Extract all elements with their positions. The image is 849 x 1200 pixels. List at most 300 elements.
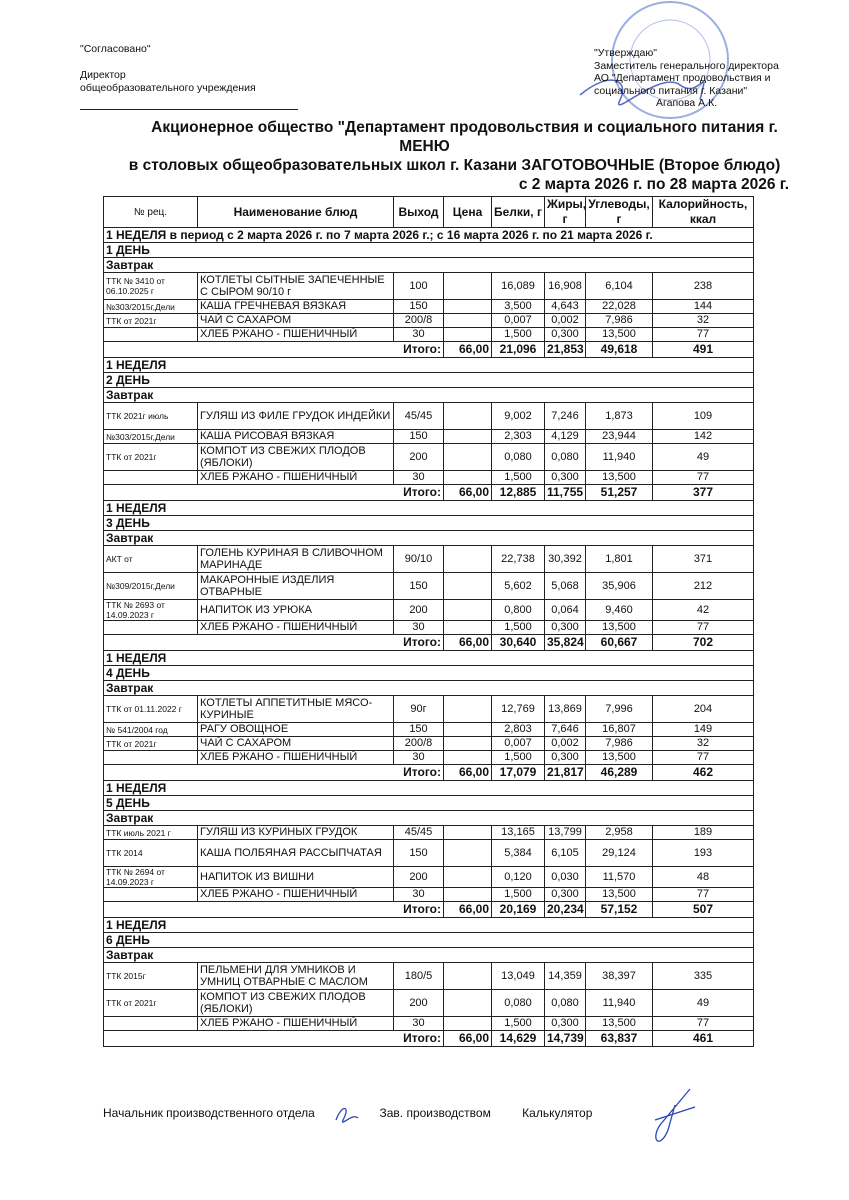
output: 30: [394, 471, 444, 485]
institution-label: общеобразовательного учреждения: [80, 82, 256, 94]
total-label: Итого:: [104, 342, 444, 358]
price: [444, 867, 492, 888]
period-row: [104, 228, 754, 243]
price: [444, 273, 492, 300]
output: 200: [394, 444, 444, 471]
meal-label: Завтрак: [104, 948, 754, 963]
calories: 142: [653, 430, 754, 444]
total-label: Итого:: [104, 485, 444, 501]
dish-name: ГОЛЕНЬ КУРИНАЯ В СЛИВОЧНОМ МАРИНАДЕ: [198, 546, 394, 573]
total-row: [104, 765, 754, 781]
dish-name: МАКАРОННЫЕ ИЗДЕЛИЯ ОТВАРНЫЕ: [198, 573, 394, 600]
dish-name: КОТЛЕТЫ СЫТНЫЕ ЗАПЕЧЕННЫЕ С СЫРОМ 90/10 г: [198, 273, 394, 300]
price: [444, 573, 492, 600]
total-calories: 507: [653, 902, 754, 918]
meal-row: [104, 811, 754, 826]
carbs: 29,124: [586, 840, 653, 867]
output: 150: [394, 723, 444, 737]
total-price: 66,00: [444, 485, 492, 501]
calories: 48: [653, 867, 754, 888]
agreed-label: "Согласовано": [80, 43, 151, 55]
dish-name: НАПИТОК ИЗ ВИШНИ: [198, 867, 394, 888]
calories: 77: [653, 1017, 754, 1031]
total-row: [104, 485, 754, 501]
output: 30: [394, 621, 444, 635]
fat: 0,300: [545, 471, 586, 485]
header-row: [104, 197, 754, 228]
total-label: Итого:: [104, 635, 444, 651]
table-row: [104, 963, 754, 990]
price: [444, 430, 492, 444]
price: [444, 751, 492, 765]
day-label: 2 ДЕНЬ: [104, 373, 754, 388]
total-fat: 35,824: [545, 635, 586, 651]
table-row: [104, 826, 754, 840]
total-price: 66,00: [444, 635, 492, 651]
calories: 42: [653, 600, 754, 621]
meal-label: Завтрак: [104, 388, 754, 403]
fat: 0,300: [545, 1017, 586, 1031]
meal-label: Завтрак: [104, 531, 754, 546]
carbs: 1,873: [586, 403, 653, 430]
total-protein: 30,640: [492, 635, 545, 651]
carbs: 13,500: [586, 471, 653, 485]
table-row: [104, 444, 754, 471]
total-carbs: 51,257: [586, 485, 653, 501]
protein: 1,500: [492, 888, 545, 902]
calories: 212: [653, 573, 754, 600]
carbs: 7,986: [586, 737, 653, 751]
dish-name: ХЛЕБ РЖАНО - ПШЕНИЧНЫЙ: [198, 888, 394, 902]
price: [444, 300, 492, 314]
output: 45/45: [394, 826, 444, 840]
dish-name: ГУЛЯШ ИЗ ФИЛЕ ГРУДОК ИНДЕЙКИ: [198, 403, 394, 430]
protein: 0,800: [492, 600, 545, 621]
table-row: [104, 546, 754, 573]
dish-name: ХЛЕБ РЖАНО - ПШЕНИЧНЫЙ: [198, 1017, 394, 1031]
output: 150: [394, 840, 444, 867]
calories: 32: [653, 314, 754, 328]
dish-name: ХЛЕБ РЖАНО - ПШЕНИЧНЫЙ: [198, 751, 394, 765]
recipe-code: ТТК 2014: [104, 840, 198, 867]
recipe-code: ТТК 2021г июль: [104, 403, 198, 430]
recipe-code: ТТК № 2693 от 14.09.2023 г: [104, 600, 198, 621]
fat: 14,359: [545, 963, 586, 990]
total-calories: 462: [653, 765, 754, 781]
total-carbs: 57,152: [586, 902, 653, 918]
table-row: [104, 888, 754, 902]
carbs: 11,570: [586, 867, 653, 888]
menu-title: МЕНЮ: [399, 138, 450, 155]
approver-org: АО "Департамент продовольствия и: [594, 72, 771, 84]
manager-label: Зав. производством: [379, 1106, 491, 1121]
meal-row: [104, 948, 754, 963]
calories: 77: [653, 471, 754, 485]
protein: 0,007: [492, 314, 545, 328]
protein: 0,007: [492, 737, 545, 751]
meal-row: [104, 681, 754, 696]
total-row: [104, 902, 754, 918]
day-row: [104, 373, 754, 388]
total-protein: 14,629: [492, 1031, 545, 1047]
total-protein: 20,169: [492, 902, 545, 918]
output: 30: [394, 328, 444, 342]
calories: 144: [653, 300, 754, 314]
output: 150: [394, 300, 444, 314]
recipe-code: ТТК июль 2021 г: [104, 826, 198, 840]
recipe-code: [104, 328, 198, 342]
price: [444, 1017, 492, 1031]
output: 200: [394, 867, 444, 888]
recipe-code: [104, 888, 198, 902]
price: [444, 600, 492, 621]
price: [444, 963, 492, 990]
week-row: [104, 918, 754, 933]
table-row: [104, 430, 754, 444]
calories: 49: [653, 990, 754, 1017]
calories: 335: [653, 963, 754, 990]
recipe-code: № 541/2004 год: [104, 723, 198, 737]
carbs: 13,500: [586, 751, 653, 765]
week-label: 1 НЕДЕЛЯ: [104, 781, 754, 796]
table-row: [104, 573, 754, 600]
calories: 49: [653, 444, 754, 471]
carbs: 9,460: [586, 600, 653, 621]
price: [444, 546, 492, 573]
protein: 16,089: [492, 273, 545, 300]
carbs: 1,801: [586, 546, 653, 573]
day-row: [104, 516, 754, 531]
dish-name: КАША ГРЕЧНЕВАЯ ВЯЗКАЯ: [198, 300, 394, 314]
output: 180/5: [394, 963, 444, 990]
output: 200/8: [394, 314, 444, 328]
carbs: 22,028: [586, 300, 653, 314]
day-label: 1 ДЕНЬ: [104, 243, 754, 258]
total-carbs: 60,667: [586, 635, 653, 651]
dish-name: ГУЛЯШ ИЗ КУРИНЫХ ГРУДОК: [198, 826, 394, 840]
protein: 22,738: [492, 546, 545, 573]
table-row: [104, 867, 754, 888]
fat: 0,002: [545, 737, 586, 751]
approve-label: "Утверждаю": [594, 47, 657, 59]
carbs: 2,958: [586, 826, 653, 840]
fat: 5,068: [545, 573, 586, 600]
total-calories: 461: [653, 1031, 754, 1047]
fat: 0,002: [545, 314, 586, 328]
calories: 109: [653, 403, 754, 430]
recipe-code: ТТК от 2021г: [104, 990, 198, 1017]
dish-name: КОМПОТ ИЗ СВЕЖИХ ПЛОДОВ (ЯБЛОКИ): [198, 990, 394, 1017]
protein: 0,120: [492, 867, 545, 888]
agreement-block: [80, 43, 256, 95]
dish-name: КАША ПОЛБЯНАЯ РАССЫПЧАТАЯ: [198, 840, 394, 867]
table-row: [104, 471, 754, 485]
dish-name: ХЛЕБ РЖАНО - ПШЕНИЧНЫЙ: [198, 328, 394, 342]
total-label: Итого:: [104, 1031, 444, 1047]
output: 30: [394, 888, 444, 902]
total-calories: 702: [653, 635, 754, 651]
protein: 1,500: [492, 328, 545, 342]
menu-table: [103, 196, 754, 1047]
day-row: [104, 243, 754, 258]
carbs: 13,500: [586, 1017, 653, 1031]
col-protein: Белки, г: [492, 197, 545, 228]
day-label: 6 ДЕНЬ: [104, 933, 754, 948]
total-fat: 21,853: [545, 342, 586, 358]
output: 90/10: [394, 546, 444, 573]
approver-position: Заместитель генерального директора: [594, 59, 779, 72]
signature-icon: [640, 1085, 700, 1155]
output: 30: [394, 1017, 444, 1031]
week-label: 1 НЕДЕЛЯ: [104, 918, 754, 933]
price: [444, 314, 492, 328]
protein: 0,080: [492, 444, 545, 471]
calories: 77: [653, 328, 754, 342]
meal-label: Завтрак: [104, 811, 754, 826]
table-row: [104, 600, 754, 621]
carbs: 7,996: [586, 696, 653, 723]
dish-name: КОТЛЕТЫ АППЕТИТНЫЕ МЯСО-КУРИНЫЕ: [198, 696, 394, 723]
org-title: Акционерное общество "Департамент продовольствия и социального питания г.: [151, 119, 778, 136]
meal-label: Завтрак: [104, 258, 754, 273]
meal-row: [104, 531, 754, 546]
week-label: 1 НЕДЕЛЯ: [104, 501, 754, 516]
recipe-code: [104, 471, 198, 485]
recipe-code: №303/2015г,Дели: [104, 300, 198, 314]
calories: 238: [653, 273, 754, 300]
output: 200: [394, 990, 444, 1017]
price: [444, 471, 492, 485]
calories: 149: [653, 723, 754, 737]
fat: 13,799: [545, 826, 586, 840]
day-label: 5 ДЕНЬ: [104, 796, 754, 811]
carbs: 13,500: [586, 621, 653, 635]
total-protein: 17,079: [492, 765, 545, 781]
fat: 7,246: [545, 403, 586, 430]
fat: 16,908: [545, 273, 586, 300]
approver-name: Агапова А.К.: [656, 97, 718, 109]
meal-row: [104, 388, 754, 403]
carbs: 13,500: [586, 888, 653, 902]
table-row: [104, 621, 754, 635]
protein: 5,384: [492, 840, 545, 867]
total-label: Итого:: [104, 765, 444, 781]
dish-name: НАПИТОК ИЗ УРЮКА: [198, 600, 394, 621]
price: [444, 723, 492, 737]
table-row: [104, 723, 754, 737]
recipe-code: №303/2015г,Дели: [104, 430, 198, 444]
calories: 193: [653, 840, 754, 867]
calories: 371: [653, 546, 754, 573]
table-row: [104, 328, 754, 342]
dish-name: ХЛЕБ РЖАНО - ПШЕНИЧНЫЙ: [198, 621, 394, 635]
carbs: 11,940: [586, 990, 653, 1017]
protein: 13,049: [492, 963, 545, 990]
calories: 204: [653, 696, 754, 723]
recipe-code: [104, 751, 198, 765]
dish-name: РАГУ ОВОЩНОЕ: [198, 723, 394, 737]
week-label: 1 НЕДЕЛЯ: [104, 358, 754, 373]
carbs: 13,500: [586, 328, 653, 342]
day-label: 4 ДЕНЬ: [104, 666, 754, 681]
dish-name: КОМПОТ ИЗ СВЕЖИХ ПЛОДОВ (ЯБЛОКИ): [198, 444, 394, 471]
recipe-code: ТТК от 2021г: [104, 314, 198, 328]
recipe-code: ТТК 2015г: [104, 963, 198, 990]
calories: 77: [653, 621, 754, 635]
day-row: [104, 796, 754, 811]
approval-block: [594, 47, 779, 110]
price: [444, 621, 492, 635]
price: [444, 840, 492, 867]
fat: 4,643: [545, 300, 586, 314]
fat: 0,300: [545, 621, 586, 635]
calories: 189: [653, 826, 754, 840]
total-fat: 21,817: [545, 765, 586, 781]
table-row: [104, 840, 754, 867]
protein: 2,303: [492, 430, 545, 444]
price: [444, 403, 492, 430]
approver-org-cont: социального питания г. Казани": [594, 84, 748, 97]
protein: 1,500: [492, 621, 545, 635]
total-fat: 11,755: [545, 485, 586, 501]
total-row: [104, 1031, 754, 1047]
fat: 13,869: [545, 696, 586, 723]
recipe-code: ТТК от 2021г: [104, 737, 198, 751]
week-row: [104, 358, 754, 373]
output: 150: [394, 573, 444, 600]
total-protein: 12,885: [492, 485, 545, 501]
output: 150: [394, 430, 444, 444]
table-row: [104, 1017, 754, 1031]
price: [444, 990, 492, 1017]
col-output: Выход: [394, 197, 444, 228]
total-label: Итого:: [104, 902, 444, 918]
fat: 0,300: [545, 751, 586, 765]
total-price: 66,00: [444, 765, 492, 781]
footer: [103, 1104, 606, 1124]
table-row: [104, 403, 754, 430]
total-price: 66,00: [444, 342, 492, 358]
table-row: [104, 300, 754, 314]
total-calories: 377: [653, 485, 754, 501]
total-price: 66,00: [444, 902, 492, 918]
total-carbs: 46,289: [586, 765, 653, 781]
recipe-code: ТТК № 2694 от 14.09.2023 г: [104, 867, 198, 888]
carbs: 35,906: [586, 573, 653, 600]
col-fat: Жиры, г: [545, 197, 586, 228]
total-row: [104, 635, 754, 651]
recipe-code: [104, 621, 198, 635]
week-row: [104, 501, 754, 516]
week-label: 1 НЕДЕЛЯ: [104, 651, 754, 666]
protein: 0,080: [492, 990, 545, 1017]
output: 200/8: [394, 737, 444, 751]
table-row: [104, 737, 754, 751]
price: [444, 696, 492, 723]
total-carbs: 49,618: [586, 342, 653, 358]
dish-name: ХЛЕБ РЖАНО - ПШЕНИЧНЫЙ: [198, 471, 394, 485]
price: [444, 444, 492, 471]
total-fat: 14,739: [545, 1031, 586, 1047]
protein: 1,500: [492, 1017, 545, 1031]
protein: 1,500: [492, 751, 545, 765]
price: [444, 826, 492, 840]
carbs: 38,397: [586, 963, 653, 990]
fat: 0,080: [545, 444, 586, 471]
table-row: [104, 990, 754, 1017]
protein: 3,500: [492, 300, 545, 314]
recipe-code: ТТК от 01.11.2022 г: [104, 696, 198, 723]
total-calories: 491: [653, 342, 754, 358]
recipe-code: №309/2015г,Дели: [104, 573, 198, 600]
col-calories: Калорийность, ккал: [653, 197, 754, 228]
date-range: с 2 марта 2026 г. по 28 марта 2026 г.: [518, 176, 789, 193]
carbs: 11,940: [586, 444, 653, 471]
day-row: [104, 933, 754, 948]
fat: 0,064: [545, 600, 586, 621]
week-row: [104, 781, 754, 796]
recipe-code: ТТК № 3410 от 06.10.2025 г: [104, 273, 198, 300]
fat: 7,646: [545, 723, 586, 737]
recipe-code: АКТ от: [104, 546, 198, 573]
table-row: [104, 314, 754, 328]
protein: 12,769: [492, 696, 545, 723]
day-row: [104, 666, 754, 681]
recipe-code: ТТК от 2021г: [104, 444, 198, 471]
calories: 77: [653, 751, 754, 765]
carbs: 7,986: [586, 314, 653, 328]
price: [444, 737, 492, 751]
dish-name: ЧАЙ С САХАРОМ: [198, 737, 394, 751]
total-fat: 20,234: [545, 902, 586, 918]
total-protein: 21,096: [492, 342, 545, 358]
carbs: 6,104: [586, 273, 653, 300]
total-price: 66,00: [444, 1031, 492, 1047]
col-price: Цена: [444, 197, 492, 228]
output: 30: [394, 751, 444, 765]
dish-name: ЧАЙ С САХАРОМ: [198, 314, 394, 328]
table-row: [104, 273, 754, 300]
protein: 1,500: [492, 471, 545, 485]
fat: 0,300: [545, 888, 586, 902]
period-label: 1 НЕДЕЛЯ в период с 2 марта 2026 г. по 7 марта 2026 г.; с 16 марта 2026 г. по 21 марта 2026 г.: [104, 228, 754, 243]
output: 90г: [394, 696, 444, 723]
protein: 2,803: [492, 723, 545, 737]
calories: 77: [653, 888, 754, 902]
meal-row: [104, 258, 754, 273]
dish-name: КАША РИСОВАЯ ВЯЗКАЯ: [198, 430, 394, 444]
price: [444, 328, 492, 342]
signature-icon: [332, 1104, 362, 1124]
meal-label: Завтрак: [104, 681, 754, 696]
protein: 9,002: [492, 403, 545, 430]
fat: 6,105: [545, 840, 586, 867]
total-row: [104, 342, 754, 358]
calories: 32: [653, 737, 754, 751]
fat: 30,392: [545, 546, 586, 573]
director-position: Директор: [80, 69, 126, 81]
table-row: [104, 696, 754, 723]
fat: 0,300: [545, 328, 586, 342]
fat: 4,129: [545, 430, 586, 444]
protein: 5,602: [492, 573, 545, 600]
week-row: [104, 651, 754, 666]
calculator-label: Калькулятор: [522, 1106, 593, 1121]
recipe-code: [104, 1017, 198, 1031]
signature-line: [80, 109, 298, 110]
carbs: 23,944: [586, 430, 653, 444]
col-recipe: № рец.: [104, 197, 198, 228]
